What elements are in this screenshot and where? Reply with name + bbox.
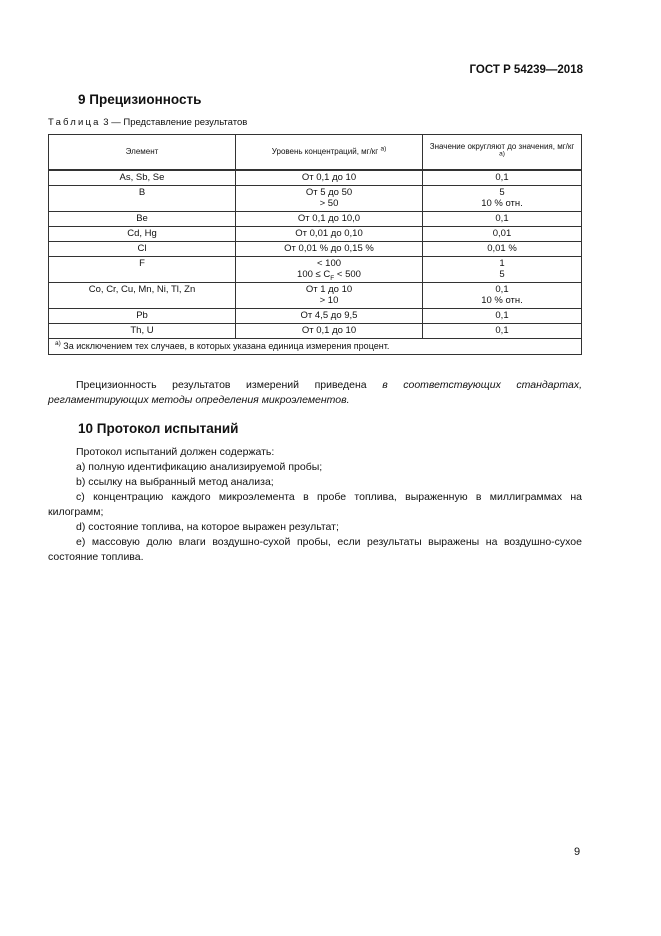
cell-element: F [49,257,236,283]
table-row [49,242,582,257]
cell-level: От 0,1 до 10,0 [236,212,423,227]
cell-element: Co, Cr, Cu, Mn, Ni, Tl, Zn [49,283,236,309]
header-element-label: Элемент [125,147,159,156]
cell-element: As, Sb, Se [49,170,236,186]
cell-level [236,257,423,283]
results-table [48,134,582,355]
cell-level: От 0,1 до 10 [236,170,423,186]
table-row [49,227,582,242]
table-row [49,212,582,227]
list-item: d) состояние топлива, на которое выражен результат; [76,521,339,533]
table-caption-text: Представление результатов [123,117,248,128]
cell-level-line: > 50 [319,198,339,209]
cell-level: От 0,01 % до 0,15 % [236,242,423,257]
header-level-footnote-mark: а) [380,145,387,153]
cell-level [236,283,423,309]
cell-level-line: > 10 [319,295,339,306]
precision-text-italic: в соответствующих стандартах, регламентирующих методы определения микроэлементов. [48,379,582,406]
cell-element: Th, U [49,324,236,339]
formula-subscript: F [330,274,335,282]
table-caption [48,117,247,128]
table-row [49,283,582,309]
list-item: с) концентрацию каждого микроэлемента в пробе топлива, выраженную в миллиграммах на килограмм; [48,491,582,518]
footnote-mark: а) [55,340,61,347]
cell-element: Cl [49,242,236,257]
table-header-row [49,135,582,171]
list-item: е) массовую долю влаги воздушно-сухой пробы, если результаты выражены на воздушно-сухое состояние топлива. [48,536,582,563]
table-caption-number: 3 [103,117,109,128]
cell-rounding: 0,1 [423,212,582,227]
cell-level: От 0,01 до 0,10 [236,227,423,242]
table-caption-label: Таблица [48,117,101,128]
cell-level-line: От 1 до 10 [305,284,353,295]
table-caption-dash: — [111,117,121,128]
header-rounding [423,135,582,171]
table-row [49,186,582,212]
cell-rounding [423,186,582,212]
cell-rounding-line: 10 % отн. [481,198,523,209]
table-row [49,170,582,186]
list-item: а) полную идентификацию анализируемой пробы; [76,461,323,473]
cell-element: Cd, Hg [49,227,236,242]
cell-rounding: 0,1 [423,324,582,339]
precision-paragraph [48,378,582,408]
cell-rounding-line: 0,1 [495,284,509,295]
cell-rounding-line: 5 [499,187,505,198]
formula-text: < 500 [334,269,361,280]
cell-rounding: 0,1 [423,170,582,186]
cell-level-line [240,269,418,280]
cell-rounding [423,257,582,283]
cell-rounding-line: 5 [499,269,505,280]
cell-element: B [49,186,236,212]
table-footnote [49,339,582,355]
table-footnote-row [49,339,582,355]
cell-level: От 0,1 до 10 [236,324,423,339]
cell-rounding: 0,01 [423,227,582,242]
cell-element: Pb [49,309,236,324]
header-rounding-footnote-mark: а) [499,150,505,158]
footnote-text: За исключением тех случаев, в которых указана единица измерения процент. [63,341,390,351]
header-level [236,135,423,171]
section-10-title: 10 Протокол испытаний [78,421,239,436]
page-number: 9 [574,846,581,858]
section-9-title: 9 Прецизионность [78,92,202,107]
precision-text: Прецизионность результатов измерений приведена [76,379,383,391]
cell-level: От 4,5 до 9,5 [236,309,423,324]
cell-rounding: 0,01 % [423,242,582,257]
cell-rounding: 0,1 [423,309,582,324]
table-row [49,257,582,283]
formula-text: 100 ≤ C [297,269,331,280]
cell-rounding [423,283,582,309]
list-item: b) ссылку на выбранный метод анализа; [76,476,274,488]
table-row [49,324,582,339]
table-row [49,309,582,324]
header-rounding-label: Значение округляют до значения, мг/кг [429,142,575,151]
header-level-label: Уровень концентраций, мг/кг [271,147,379,156]
protocol-list [48,445,582,565]
cell-level [236,186,423,212]
protocol-intro: Протокол испытаний должен содержать: [76,446,275,458]
cell-level-line: < 100 [316,258,342,269]
cell-level-line: От 5 до 50 [305,187,353,198]
header-element [49,135,236,171]
cell-rounding-line: 1 [499,258,505,269]
cell-element: Be [49,212,236,227]
document-code: ГОСТ Р 54239—2018 [469,64,583,76]
cell-rounding-line: 10 % отн. [481,295,523,306]
